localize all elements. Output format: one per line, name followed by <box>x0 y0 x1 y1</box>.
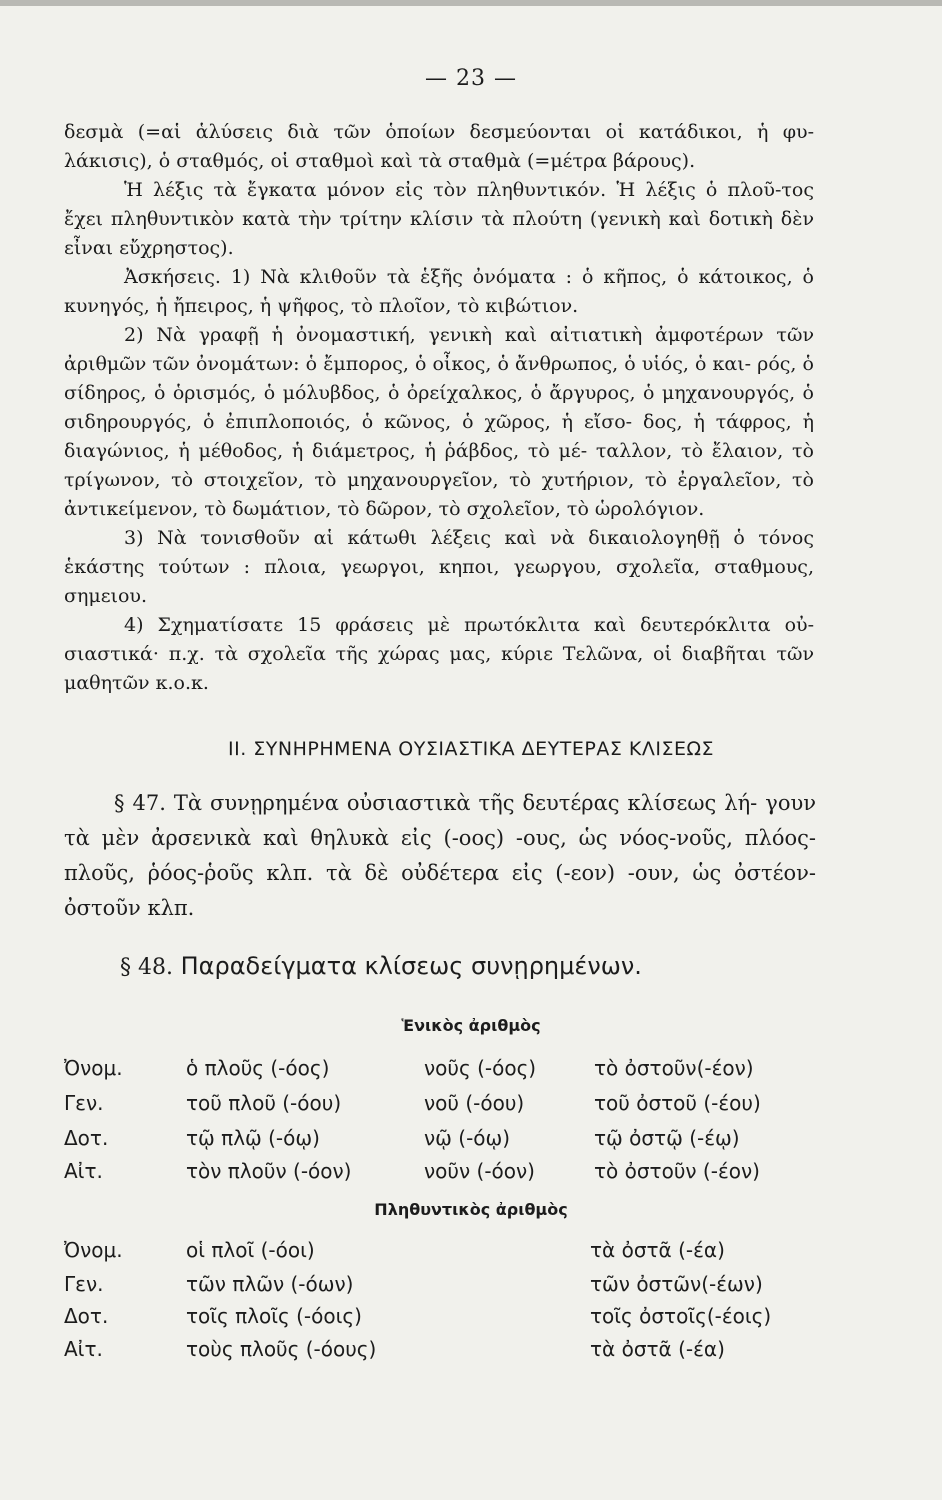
case-label: Αἰτ. <box>64 1337 103 1361</box>
masculine-form: τοῖς πλοῖς (-όοις) <box>186 1304 362 1328</box>
masculine-form: τῷ πλῷ (-όῳ) <box>186 1126 320 1150</box>
masculine-form-2: νοῦ (-όου) <box>424 1091 525 1115</box>
section-48-title <box>120 952 642 980</box>
masculine-form: τῶν πλῶν (-όων) <box>186 1272 354 1296</box>
case-label: Αἰτ. <box>64 1159 103 1183</box>
table-row <box>0 1304 942 1334</box>
paragraph: 4) Σχηματίσατε 15 φράσεις μὲ πρωτόκλιτα καὶ δευτερόκλιτα οὐ- σιαστικά· π.χ. τὰ σχολεῖα τῆς χώρας μας, κύριε Τελῶνα, οἱ διαβῆται τῶν μαθητῶν κ.ο.κ. <box>64 614 815 694</box>
neuter-form: τῶν ὀστῶν(-έων) <box>590 1272 763 1296</box>
neuter-form: τὸ ὀστοῦν(-έον) <box>594 1056 754 1080</box>
paragraph: 2) Νὰ γραφῇ ἡ ὀνομαστική, γενικὴ καὶ αἰτιατικὴ ἀμφοτέρων τῶν ἀριθμῶν τῶν ὀνομάτων: ὁ ἔμπορος, ὁ οἶκος, ὁ ἄνθρωπος, ὁ υἱός, ὁ και- ρός, ὁ σίδηρος, ὁ ὁρισμός, ὁ μόλυβδος, ὁ ὀρείχαλκος, ὁ ἄργυρος, ὁ μηχανουργός, ὁ σιδηρουργός, ὁ ἐπιπλοποιός, ὁ κῶνος, ὁ χῶρος, ἡ εἴσο- δος, ἡ τάφρος, ἡ διαγώνιος, ἡ μέθοδος, ἡ διάμετρος, ἡ ῥάβδος, τὸ μέ- ταλλον, τὸ ἔλαιον, τὸ τρίγωνον, τὸ στοιχεῖον, τὸ μηχανουργεῖον, τὸ χυτήριον, τὸ ἐργαλεῖον, τὸ ἀντικείμενον, τὸ δωμάτιον, τὸ δῶρον, τὸ σχολεῖον, τὸ ὡρολόγιον. <box>64 324 814 520</box>
plural-heading: Πληθυντικὸς ἀριθμὸς <box>374 1200 568 1219</box>
masculine-form: ὁ πλοῦς (-όος) <box>186 1056 330 1080</box>
masculine-form-2: νοῦς (-όος) <box>424 1056 537 1080</box>
masculine-form: τοὺς πλοῦς (-όους) <box>186 1337 377 1361</box>
table-row <box>0 1272 942 1302</box>
table-row <box>0 1337 942 1367</box>
exercise-text <box>64 118 814 698</box>
case-label: Ὀνομ. <box>64 1056 123 1080</box>
neuter-form: τὰ ὀστᾶ (-έα) <box>590 1238 725 1262</box>
neuter-form: τοῖς ὀστοῖς(-έοις) <box>590 1304 772 1328</box>
masculine-form-2: νοῦν (-όον) <box>424 1159 535 1183</box>
table-row <box>0 1126 942 1156</box>
paragraph-47 <box>64 786 816 926</box>
paragraph: 3) Νὰ τονισθοῦν αἱ κάτωθι λέξεις καὶ νὰ δικαιολογηθῇ ὁ τόνος ἑκάστης τούτων : πλοια, γεωργοι, κηποι, γεωργου, σχολεῖα, σταθμους, σημειου. <box>64 527 814 607</box>
singular-heading: Ἑνικὸς ἀριθμὸς <box>401 1016 541 1035</box>
neuter-form: τῷ ὀστῷ (-έῳ) <box>594 1126 740 1150</box>
neuter-form: τὸ ὀστοῦν (-έον) <box>594 1159 760 1183</box>
case-label: Γεν. <box>64 1272 104 1296</box>
table-row <box>0 1238 942 1268</box>
paragraph: Ἡ λέξις τὰ ἔγκατα μόνον εἰς τὸν πληθυντικόν. Ἡ λέξις ὁ πλοῦ-τος ἔχει πληθυντικὸν κατὰ τὴν τρίτην κλίσιν τὰ πλούτη (γενικὴ καὶ δοτικὴ δὲν εἶναι εὔχρηστος). <box>64 179 814 259</box>
section-heading: ΙΙ. ΣΥΝΗΡΗΜΕΝΑ ΟΥΣΙΑΣΤΙΚΑ ΔΕΥΤΕΡΑΣ ΚΛΙΣΕΩΣ <box>228 738 714 760</box>
section-number: § 48. <box>120 955 173 980</box>
paragraph: § 47. Τὰ συνῃρημένα οὐσιαστικὰ τῆς δευτέρας κλίσεως λή- γουν τὰ μὲν ἀρσενικὰ καὶ θηλυκὰ εἰς (-οος) -ους, ὡς νόος-νοῦς, πλόος-πλοῦς, ῥόος-ῥοῦς κλπ. τὰ δὲ οὐδέτερα εἰς (-εον) -ουν, ὡς ὀστέον-ὀστοῦν κλπ. <box>64 791 816 920</box>
masculine-form-2: νῷ (-όῳ) <box>424 1126 511 1150</box>
section-title: Παραδείγματα κλίσεως συνῃρημένων. <box>180 952 642 980</box>
paragraph: δεσμὰ (=αἱ ἁλύσεις διὰ τῶν ὁποίων δεσμεύονται οἱ κατάδικοι, ἡ φυ- λάκισις), ὁ σταθμός, οἱ σταθμοὶ καὶ τὰ σταθμὰ (=μέτρα βάρους). <box>64 121 814 172</box>
page-number: — 23 — <box>425 66 517 91</box>
paragraph: Ἀσκήσεις. 1) Νὰ κλιθοῦν τὰ ἑξῆς ὀνόματα : ὁ κῆπος, ὁ κάτοικος, ὁ κυνηγός, ἡ ἤπειρος, ἡ ψῆφος, τὸ πλοῖον, τὸ κιβώτιον. <box>64 266 814 317</box>
page-top-edge <box>0 0 942 6</box>
table-row <box>0 1091 942 1121</box>
table-row <box>0 1056 942 1086</box>
case-label: Ὀνομ. <box>64 1238 123 1262</box>
case-label: Γεν. <box>64 1091 104 1115</box>
table-row <box>0 1159 942 1189</box>
case-label: Δοτ. <box>64 1126 109 1150</box>
neuter-form: τὰ ὀστᾶ (-έα) <box>590 1337 725 1361</box>
masculine-form: οἱ πλοῖ (-όοι) <box>186 1238 315 1262</box>
case-label: Δοτ. <box>64 1304 109 1328</box>
masculine-form: τοῦ πλοῦ (-όου) <box>186 1091 342 1115</box>
masculine-form: τὸν πλοῦν (-όον) <box>186 1159 352 1183</box>
neuter-form: τοῦ ὀστοῦ (-έου) <box>594 1091 761 1115</box>
